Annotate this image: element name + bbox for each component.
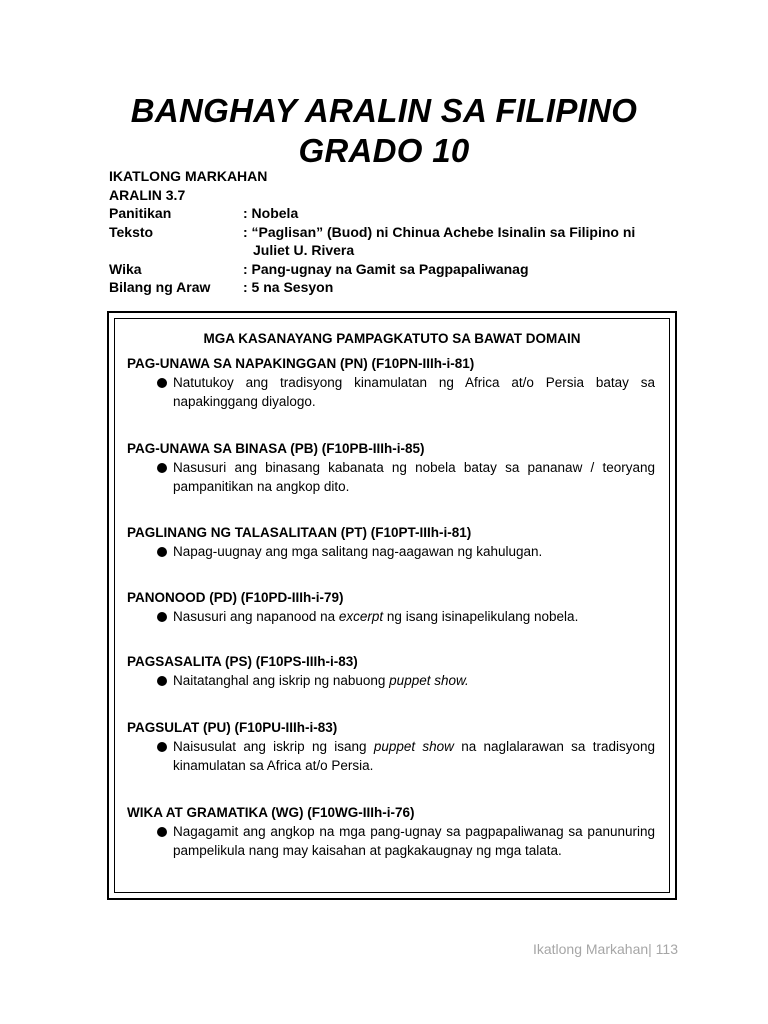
- field-label: Teksto: [109, 223, 154, 240]
- domain-title: PAGLINANG NG TALASALITAAN (PT) (F10PT-IIIh-i-81): [127, 525, 472, 540]
- list-item: [127, 374, 655, 411]
- bullet-icon: [157, 612, 167, 622]
- bullet-icon: [157, 463, 167, 473]
- field-value: : “Paglisan” (Buod) ni Chinua Achebe Isinalin sa Filipino ni: [243, 223, 636, 240]
- competency-text: Nagagamit ang angkop na mga pang-ugnay sa pagpapaliwanag sa panunuring pampelikula nang may kaisahan at pagkakaugnay ng mga talata.: [173, 824, 655, 858]
- field-value: : 5 na Sesyon: [243, 279, 334, 295]
- domain-ps: [127, 653, 655, 691]
- competency-text: Naitatanghal ang iskrip ng nabuong puppet show.: [173, 673, 469, 688]
- bullet-icon: [157, 827, 167, 837]
- competency-text: Nasusuri ang binasang kabanata ng nobela batay sa pananaw / teoryang pampanitikan na angkop dito.: [173, 460, 655, 494]
- list-item: [127, 543, 655, 562]
- field-value: : Pang-ugnay na Gamit sa Pagpapaliwanag: [243, 260, 529, 277]
- bullet-icon: [157, 676, 167, 686]
- competencies-heading: MGA KASANAYANG PAMPAGKATUTO SA BAWAT DOMAIN: [203, 331, 581, 346]
- domain-title: PAGSULAT (PU) (F10PU-IIIh-i-83): [127, 720, 338, 735]
- domain-pd: [127, 589, 655, 627]
- field-value: : Nobela: [243, 205, 299, 221]
- page-footer: Ikatlong Markahan| 113: [532, 941, 678, 957]
- field-row-bilang: [109, 278, 679, 297]
- field-label: Wika: [109, 260, 142, 277]
- domain-pb: [127, 440, 655, 496]
- domain-title: PANONOOD (PD) (F10PD-IIIh-i-79): [127, 590, 344, 605]
- quarter-label: IKATLONG MARKAHAN: [109, 168, 268, 184]
- domain-title: PAG-UNAWA SA BINASA (PB) (F10PB-IIIh-i-85): [127, 441, 425, 456]
- field-row-teksto-cont: [109, 241, 679, 260]
- field-value-continued: Juliet U. Rivera: [253, 242, 355, 258]
- competency-text: Naisusulat ang iskrip ng isang puppet show na naglalarawan sa tradisyong kinamulatan sa Africa at/o Persia.: [173, 739, 655, 773]
- domain-title: PAG-UNAWA SA NAPAKINGGAN (PN) (F10PN-IIIh-i-81): [127, 356, 475, 371]
- list-item: [127, 738, 655, 775]
- domain-title: PAGSASALITA (PS) (F10PS-IIIh-i-83): [127, 654, 358, 669]
- field-label: Bilang ng Araw: [109, 279, 211, 295]
- field-label: Panitikan: [109, 205, 172, 221]
- competencies-box-inner: [114, 318, 670, 893]
- lesson-header: [109, 167, 679, 297]
- bullet-icon: [157, 742, 167, 752]
- competency-text: Nasusuri ang napanood na excerpt ng isang isinapelikulang nobela.: [173, 609, 579, 624]
- domain-title: WIKA AT GRAMATIKA (WG) (F10WG-IIIh-i-76): [127, 805, 415, 820]
- domain-pn: [127, 355, 655, 411]
- domain-pt: [127, 524, 655, 562]
- lesson-label: ARALIN 3.7: [109, 186, 186, 203]
- list-item: [127, 823, 655, 860]
- list-item: [127, 608, 655, 627]
- bullet-icon: [157, 547, 167, 557]
- bullet-icon: [157, 378, 167, 388]
- competency-text: Natutukoy ang tradisyong kinamulatan ng Africa at/o Persia batay sa napakinggang diyalogo.: [173, 375, 655, 409]
- document-subtitle: GRADO 10: [298, 132, 470, 169]
- field-row-teksto: [109, 223, 679, 242]
- field-row-wika: [109, 260, 679, 279]
- domain-pu: [127, 719, 655, 775]
- document-title: BANGHAY ARALIN SA FILIPINO: [130, 92, 638, 129]
- competencies-box: [107, 311, 677, 900]
- list-item: [127, 672, 655, 691]
- list-item: [127, 459, 655, 496]
- competency-text: Napag-uugnay ang mga salitang nag-aagawan ng kahulugan.: [173, 544, 543, 559]
- field-row-panitikan: [109, 204, 679, 223]
- domain-wg: [127, 804, 655, 860]
